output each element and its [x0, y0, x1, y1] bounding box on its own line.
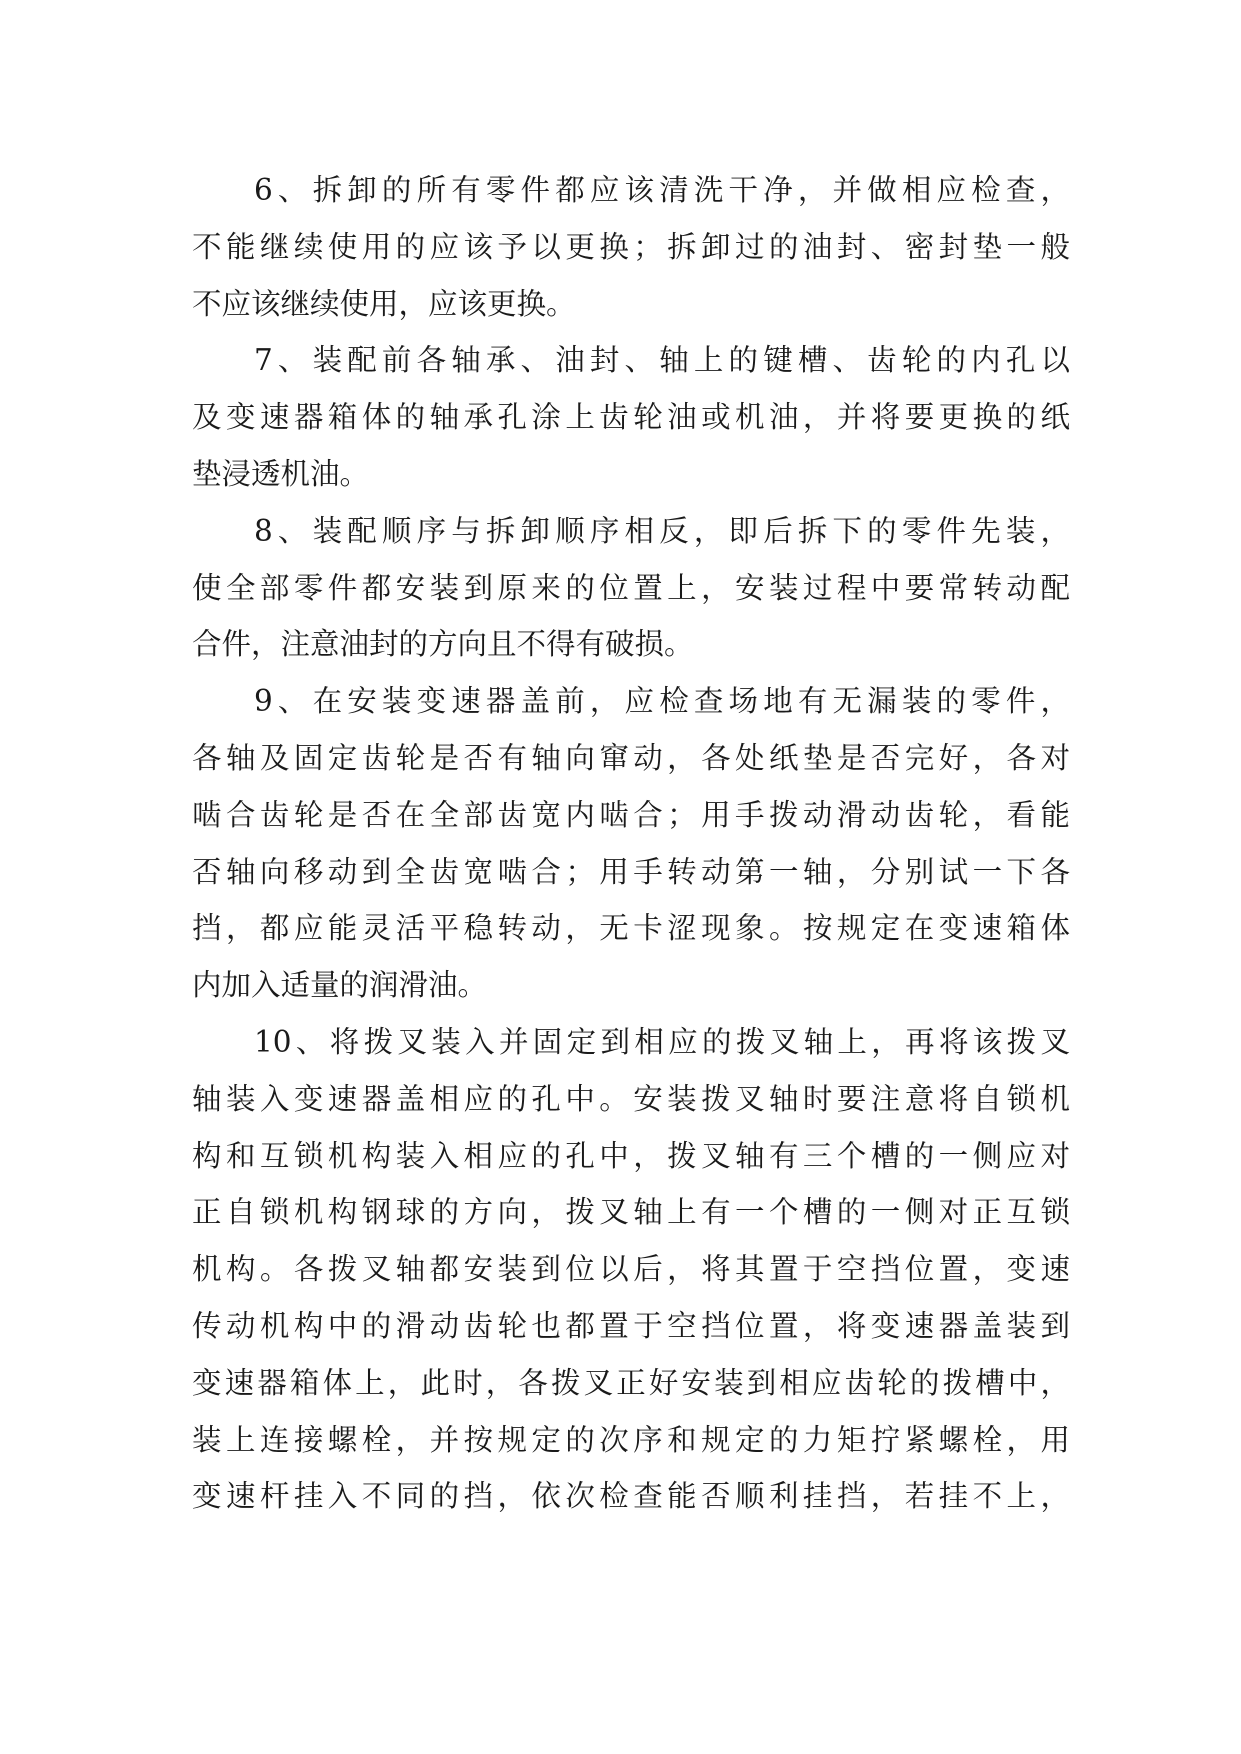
paragraph-10-line-1: 10、将拨叉装入并固定到相应的拨叉轴上，再将该拨叉 [254, 1024, 1070, 1059]
paragraph-8-line-1: 8、装配顺序与拆卸顺序相反，即后拆下的零件先装， [254, 513, 1070, 548]
paragraph-7-line-3: 垫浸透机油。 [192, 456, 370, 491]
document-body [192, 162, 1070, 1525]
paragraph-10-line-3: 构和互锁机构装入相应的孔中，拨叉轴有三个槽的一侧应对 [192, 1138, 1070, 1173]
paragraph-8-line-2: 使全部零件都安装到原来的位置上，安装过程中要常转动配 [192, 570, 1070, 605]
paragraph-7-line-2: 及变速器箱体的轴承孔涂上齿轮油或机油，并将要更换的纸 [192, 400, 1070, 435]
paragraph-10-line-9: 变速杆挂入不同的挡，依次检查能否顺利挂挡，若挂不上， [192, 1479, 1070, 1514]
paragraph-10-line-7: 变速器箱体上，此时，各拨叉正好安装到相应齿轮的拨槽中， [192, 1365, 1070, 1400]
paragraph-9-line-5: 挡，都应能灵活平稳转动，无卡涩现象。按规定在变速箱体 [192, 911, 1070, 946]
paragraph-9-line-4: 否轴向移动到全齿宽啮合；用手转动第一轴，分别试一下各 [192, 854, 1070, 889]
paragraph-9-line-2: 各轴及固定齿轮是否有轴向窜动，各处纸垫是否完好，各对 [192, 740, 1070, 775]
paragraph-6-line-2: 不能继续使用的应该予以更换；拆卸过的油封、密封垫一般 [192, 229, 1070, 264]
paragraph-10-line-8: 装上连接螺栓，并按规定的次序和规定的力矩拧紧螺栓，用 [192, 1422, 1070, 1457]
paragraph-10-line-4: 正自锁机构钢球的方向，拨叉轴上有一个槽的一侧对正互锁 [192, 1195, 1070, 1230]
paragraph-10-line-2: 轴装入变速器盖相应的孔中。安装拨叉轴时要注意将自锁机 [192, 1081, 1070, 1116]
paragraph-9-line-6: 内加入适量的润滑油。 [192, 968, 488, 1003]
paragraph-7-line-1: 7、装配前各轴承、油封、轴上的键槽、齿轮的内孔以 [254, 343, 1070, 378]
paragraph-9-line-1: 9、在安装变速器盖前，应检查场地有无漏装的零件， [254, 684, 1070, 719]
paragraph-8-line-3: 合件，注意油封的方向且不得有破损。 [192, 627, 694, 662]
paragraph-6-line-1: 6、拆卸的所有零件都应该清洗干净，并做相应检查， [254, 173, 1070, 207]
paragraph-10-line-5: 机构。各拨叉轴都安装到位以后，将其置于空挡位置，变速 [192, 1252, 1070, 1287]
paragraph-6-line-3: 不应该继续使用，应该更换。 [192, 286, 576, 321]
paragraph-9-line-3: 啮合齿轮是否在全部齿宽内啮合；用手拨动滑动齿轮，看能 [192, 797, 1070, 832]
paragraph-10-line-6: 传动机构中的滑动齿轮也都置于空挡位置，将变速器盖装到 [192, 1308, 1070, 1343]
